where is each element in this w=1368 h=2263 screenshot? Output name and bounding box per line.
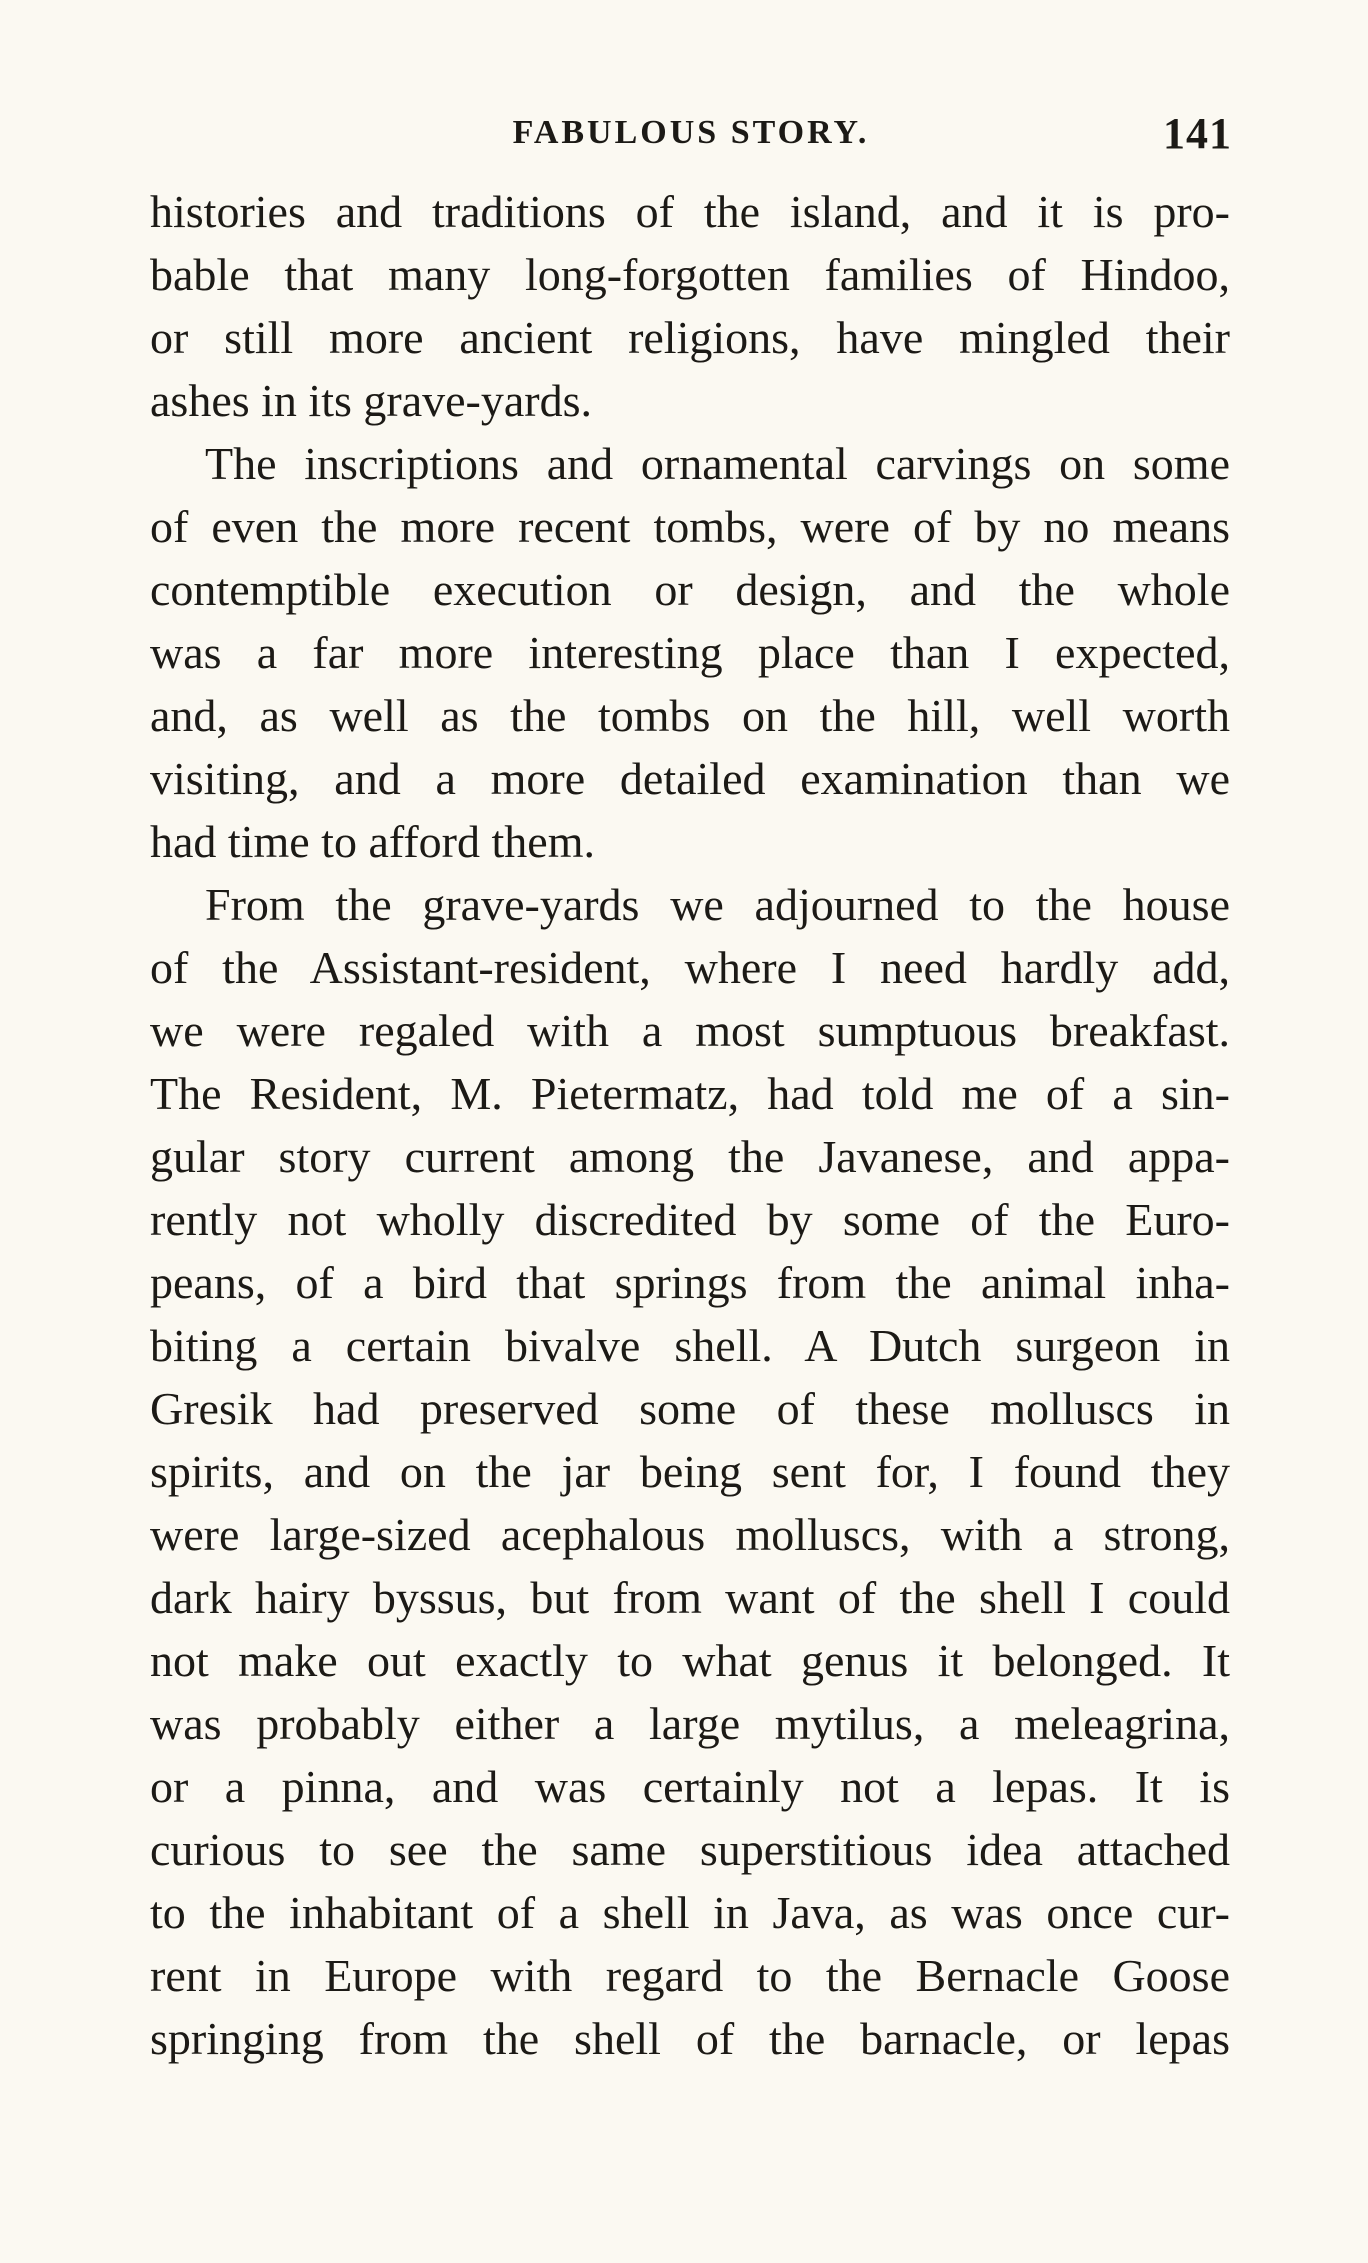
text-line: ashes in its grave-yards.: [150, 375, 592, 426]
text-line: histories and traditions of the island, and it is pro-: [150, 186, 1230, 237]
text-line: or still more ancient religions, have mingled their: [150, 312, 1230, 363]
body-text: [150, 180, 1230, 2070]
text-line: contemptible execution or design, and the whole: [150, 564, 1230, 615]
text-line: had time to afford them.: [150, 816, 595, 867]
text-line: bable that many long-forgotten families of Hindoo,: [150, 249, 1230, 300]
text-line: and, as well as the tombs on the hill, well worth: [150, 690, 1230, 741]
text-line: rent in Europe with regard to the Bernacle Goose: [150, 1950, 1230, 2001]
text-line: visiting, and a more detailed examination than we: [150, 753, 1230, 804]
text-line: was a far more interesting place than I expected,: [150, 627, 1230, 678]
text-line: From the grave-yards we adjourned to the house: [205, 879, 1230, 930]
text-line: were large-sized acephalous molluscs, with a strong,: [150, 1509, 1230, 1560]
text-line: springing from the shell of the barnacle, or lepas: [150, 2013, 1230, 2064]
text-line: of the Assistant-resident, where I need hardly add,: [150, 942, 1230, 993]
text-line: The inscriptions and ornamental carvings on some: [205, 438, 1230, 489]
text-line: not make out exactly to what genus it belonged. It: [150, 1635, 1230, 1686]
text-line: gular story current among the Javanese, and appa-: [150, 1131, 1230, 1182]
running-title: FABULOUS STORY.: [512, 114, 870, 151]
text-line: spirits, and on the jar being sent for, I found they: [150, 1446, 1230, 1497]
text-line: dark hairy byssus, but from want of the shell I could: [150, 1572, 1230, 1623]
text-line: biting a certain bivalve shell. A Dutch surgeon in: [150, 1320, 1230, 1371]
text-line: or a pinna, and was certainly not a lepas. It is: [150, 1761, 1230, 1812]
text-line: curious to see the same superstitious idea attached: [150, 1824, 1230, 1875]
page-number: 141: [1163, 109, 1232, 158]
text-line: The Resident, M. Pietermatz, had told me of a sin-: [150, 1068, 1230, 1119]
text-line: of even the more recent tombs, were of by no means: [150, 501, 1230, 552]
running-head: [150, 108, 1232, 158]
text-line: was probably either a large mytilus, a meleagrina,: [150, 1698, 1230, 1749]
text-line: we were regaled with a most sumptuous breakfast.: [150, 1005, 1230, 1056]
text-line: Gresik had preserved some of these molluscs in: [150, 1383, 1230, 1434]
text-line: peans, of a bird that springs from the animal inha-: [150, 1257, 1230, 1308]
text-line: rently not wholly discredited by some of the Euro-: [150, 1194, 1230, 1245]
text-line: to the inhabitant of a shell in Java, as was once cur-: [150, 1887, 1230, 1938]
